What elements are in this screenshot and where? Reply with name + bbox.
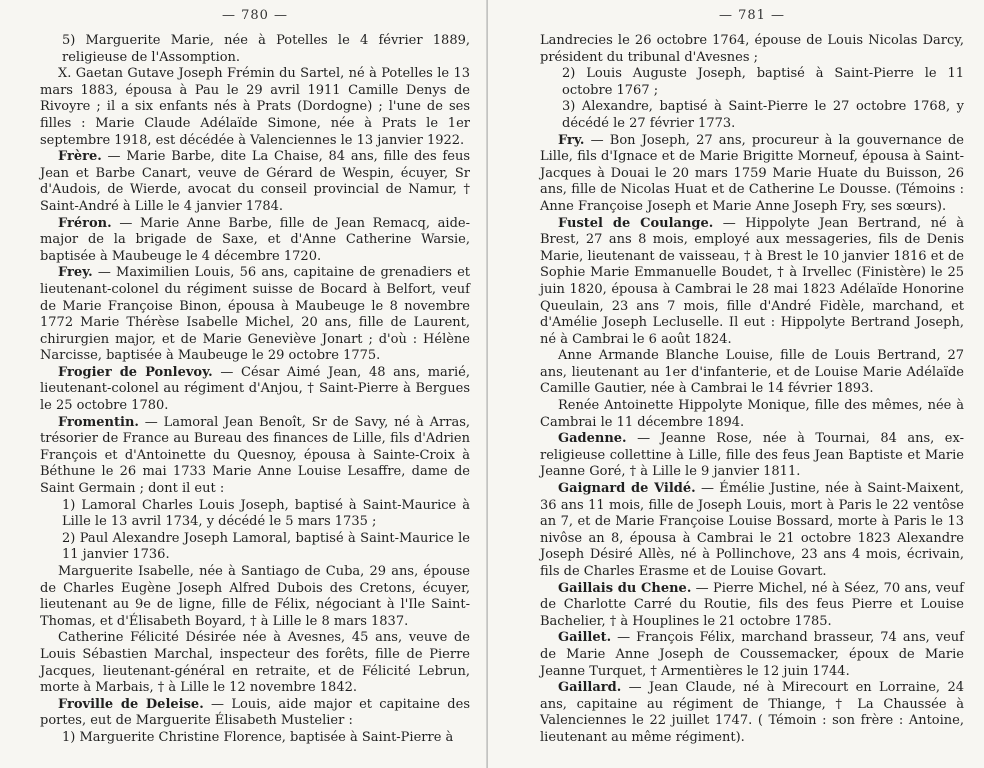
entry-paragraph: Fry. — Bon Joseph, 27 ans, procureur à la gouvernance de Lille, fils d'Ignace et de Marie Brigitte Morneuf, épousa à Saint-Jacques à Douai le 20 mars 1759 Marie Huate du Buisson, 26 ans, fille de Nicolas Huat et de Catherine Le Dousse. (Témoins : Anne Françoise Joseph et Marie Anne Joseph Fry, ses sœurs). (540, 132, 964, 214)
entry-paragraph: Fréron. — Marie Anne Barbe, fille de Jean Remacq, aide-major de la brigade de Saxe, et d'Anne Catherine Warsie, baptisée à Maubeuge le 4 décembre 1720. (40, 215, 470, 264)
entry-paragraph: Frogier de Ponlevoy. — César Aimé Jean, 48 ans, marié, lieutenant-colonel au régiment d'Anjou, † Saint-Pierre à Bergues le 25 octobre 1780. (40, 364, 470, 414)
right-page-text (540, 33, 964, 747)
paragraph: 2) Paul Alexandre Joseph Lamoral, baptisé à Saint-Maurice le 11 janvier 1736. (62, 530, 470, 563)
left-page (0, 0, 488, 768)
entry-paragraph: Gadenne. — Jeanne Rose, née à Tournai, 84 ans, ex-religieuse collettine à Lille, fille des feus Jean Baptiste et Marie Jeanne Goré, † à Lille le 9 janvier 1811. (540, 431, 964, 480)
entry-heading: Fromentin. (58, 414, 139, 430)
paragraph: 2) Louis Auguste Joseph, baptisé à Saint-Pierre le 11 octobre 1767 ; (562, 66, 964, 98)
entry-paragraph: Fustel de Coulange. — Hippolyte Jean Bertrand, né à Brest, 27 ans 8 mois, employé aux messageries, fils de Denis Marie, lieutenant de vaisseau, † à Brest le 10 janvier 1816 et de Sophie Marie Emmanuelle Boudet, † à Irvellec (Finistère) le 25 juin 1820, épousa à Cambrai le 28 mai 1823 Adélaïde Honorine Queulain, 23 ans 7 mois, fille d'André Fidèle, marchand, et d'Amélie Joseph Lecluselle. Il eut : Hippolyte Bertrand Joseph, né à Cambrai le 6 août 1824. (540, 215, 965, 347)
entry-paragraph: Gaillard. — Jean Claude, né à Mirecourt en Lorraine, 24 ans, capitaine au régiment de Thiange, † La Chaussée à Valenciennes le 22 juillet 1747. ( Témoin : son frère : Antoine, lieutenant au même régiment). (540, 680, 964, 745)
entry-paragraph: Gaillais du Chene. — Pierre Michel, né à Séez, 70 ans, veuf de Charlotte Carré du Routie, fils des feus Pierre et Louise Bachelier, † à Houplines le 21 octobre 1785. (540, 580, 964, 629)
paragraph: Catherine Félicité Désirée née à Avesnes, 45 ans, veuve de Louis Sébastien Marchal, inspecteur des forêts, fille de Pierre Jacques, lieutenant-général en retraite, et de Félicité Lebrun, morte à Marbais, † à Lille le 12 novembre 1842. (40, 630, 470, 696)
entry-heading: Gaillais du Chene. (558, 580, 692, 596)
page-number: — 780 — (221, 8, 289, 23)
entry-heading: Gaillard. (558, 680, 622, 696)
paragraph: X. Gaetan Gutave Joseph Frémin du Sartel, né à Potelles le 13 mars 1883, épousa à Pau le 29 avril 1911 Camille Denys de Rivoyre ; il a six enfants nés à Prats (Dordogne) ; l'une de ses filles : Marie Claude Adélaïde Simone, née à Prats le 1er septembre 1918, est décédée à Valenciennes le 13 janvier 1922. (40, 66, 470, 148)
paragraph: Anne Armande Blanche Louise, fille de Louis Bertrand, 27 ans, lieutenant au 1er d'infanterie, et de Louise Marie Adélaïde Camille Gautier, née à Cambrai le 14 février 1893. (540, 348, 964, 397)
page-number: — 781 — (718, 8, 786, 23)
paragraph: 1) Lamoral Charles Louis Joseph, baptisé à Saint-Maurice à Lille le 13 avril 1734, y décédé le 5 mars 1735 ; (62, 497, 470, 530)
paragraph: Landrecies le 26 octobre 1764, épouse de Louis Nicolas Darcy, président du tribunal d'Avesnes ; (540, 33, 964, 65)
entry-paragraph: Fromentin. — Lamoral Jean Benoît, Sr de Savy, né à Arras, trésorier de France au Bureau des finances de Lille, fils d'Adrien François et d'Antoinette du Quesnoy, épousa à Sainte-Croix à Béthune le 26 mai 1733 Marie Anne Louise Lesaffre, dame de Saint Germain ; dont il eut : (40, 414, 470, 497)
entry-heading: Fry. (558, 132, 585, 148)
paragraph: 5) Marguerite Marie, née à Potelles le 4 février 1889, religieuse de l'Assomption. (62, 33, 470, 65)
entry-paragraph: Gaignard de Vildé. — Émélie Justine, née à Saint-Maixent, 36 ans 11 mois, fille de Joseph Louis, mort à Paris le 22 ventôse an 7, et de Marie Françoise Louise Bossard, morte à Paris le 13 nivôse an 8, épousa à Cambrai le 21 octobre 1823 Alexandre Joseph Désiré Allès, né à Pollinchove, 23 ans 4 mois, écrivain, fils de Charles Erasme et de Louise Govart. (540, 481, 965, 579)
entry-heading: Frogier de Ponlevoy. (58, 364, 213, 380)
entry-paragraph: Froville de Deleise. — Louis, aide major et capitaine des portes, eut de Marguerite Élisabeth Mustelier : (40, 696, 470, 729)
paragraph: 1) Marguerite Christine Florence, baptisée à Saint-Pierre à (62, 729, 454, 745)
left-page-text (40, 33, 470, 747)
paragraph: Marguerite Isabelle, née à Santiago de Cuba, 29 ans, épouse de Charles Eugène Joseph Alfred Dubois des Cretons, écuyer, lieutenant au 9e de ligne, fille de Félix, négociant à l'Ile Saint-Thomas, et d'Élisabeth Boyard, † à Lille le 8 mars 1837. (40, 564, 470, 629)
entry-heading: Gadenne. (558, 431, 627, 447)
entry-paragraph: Frey. — Maximilien Louis, 56 ans, capitaine de grenadiers et lieutenant-colonel du régiment suisse de Bocard à Belfort, veuf de Marie Françoise Binon, épousa à Maubeuge le 8 novembre 1772 Marie Thérèse Isabelle Michel, 20 ans, fille de Laurent, chirurgien major, et de Marie Geneviève Jonart ; d'où : Hélène Narcisse, baptisée à Maubeuge le 29 octobre 1775. (40, 265, 470, 364)
entry-paragraph: Gaillet. — François Félix, marchand brasseur, 74 ans, veuf de Marie Anne Joseph de Coussemacker, époux de Marie Jeanne Turquet, † Armentières le 12 juin 1744. (540, 630, 964, 679)
entry-heading: Fréron. (58, 215, 112, 231)
entry-heading: Fustel de Coulange. (558, 215, 714, 231)
entry-heading: Gaignard de Vildé. (558, 481, 696, 497)
entry-paragraph: Frère. — Marie Barbe, dite La Chaise, 84 ans, fille des feus Jean et Barbe Canart, veuve de Gérard de Wespin, écuyer, Sr d'Audois, de Wierde, avocat du conseil provincial de Namur, † Saint-André à Lille le 4 janvier 1784. (40, 149, 470, 214)
entry-heading: Froville de Deleise. (58, 696, 204, 712)
paragraph: 3) Alexandre, baptisé à Saint-Pierre le 27 octobre 1768, y décédé le 27 février 1773. (562, 99, 964, 131)
entry-heading: Gaillet. (558, 630, 612, 646)
right-page (488, 0, 984, 768)
entry-heading: Frère. (58, 149, 102, 165)
paragraph: Renée Antoinette Hippolyte Monique, fille des mêmes, née à Cambrai le 11 décembre 1894. (540, 398, 964, 430)
entry-heading: Frey. (58, 265, 93, 281)
